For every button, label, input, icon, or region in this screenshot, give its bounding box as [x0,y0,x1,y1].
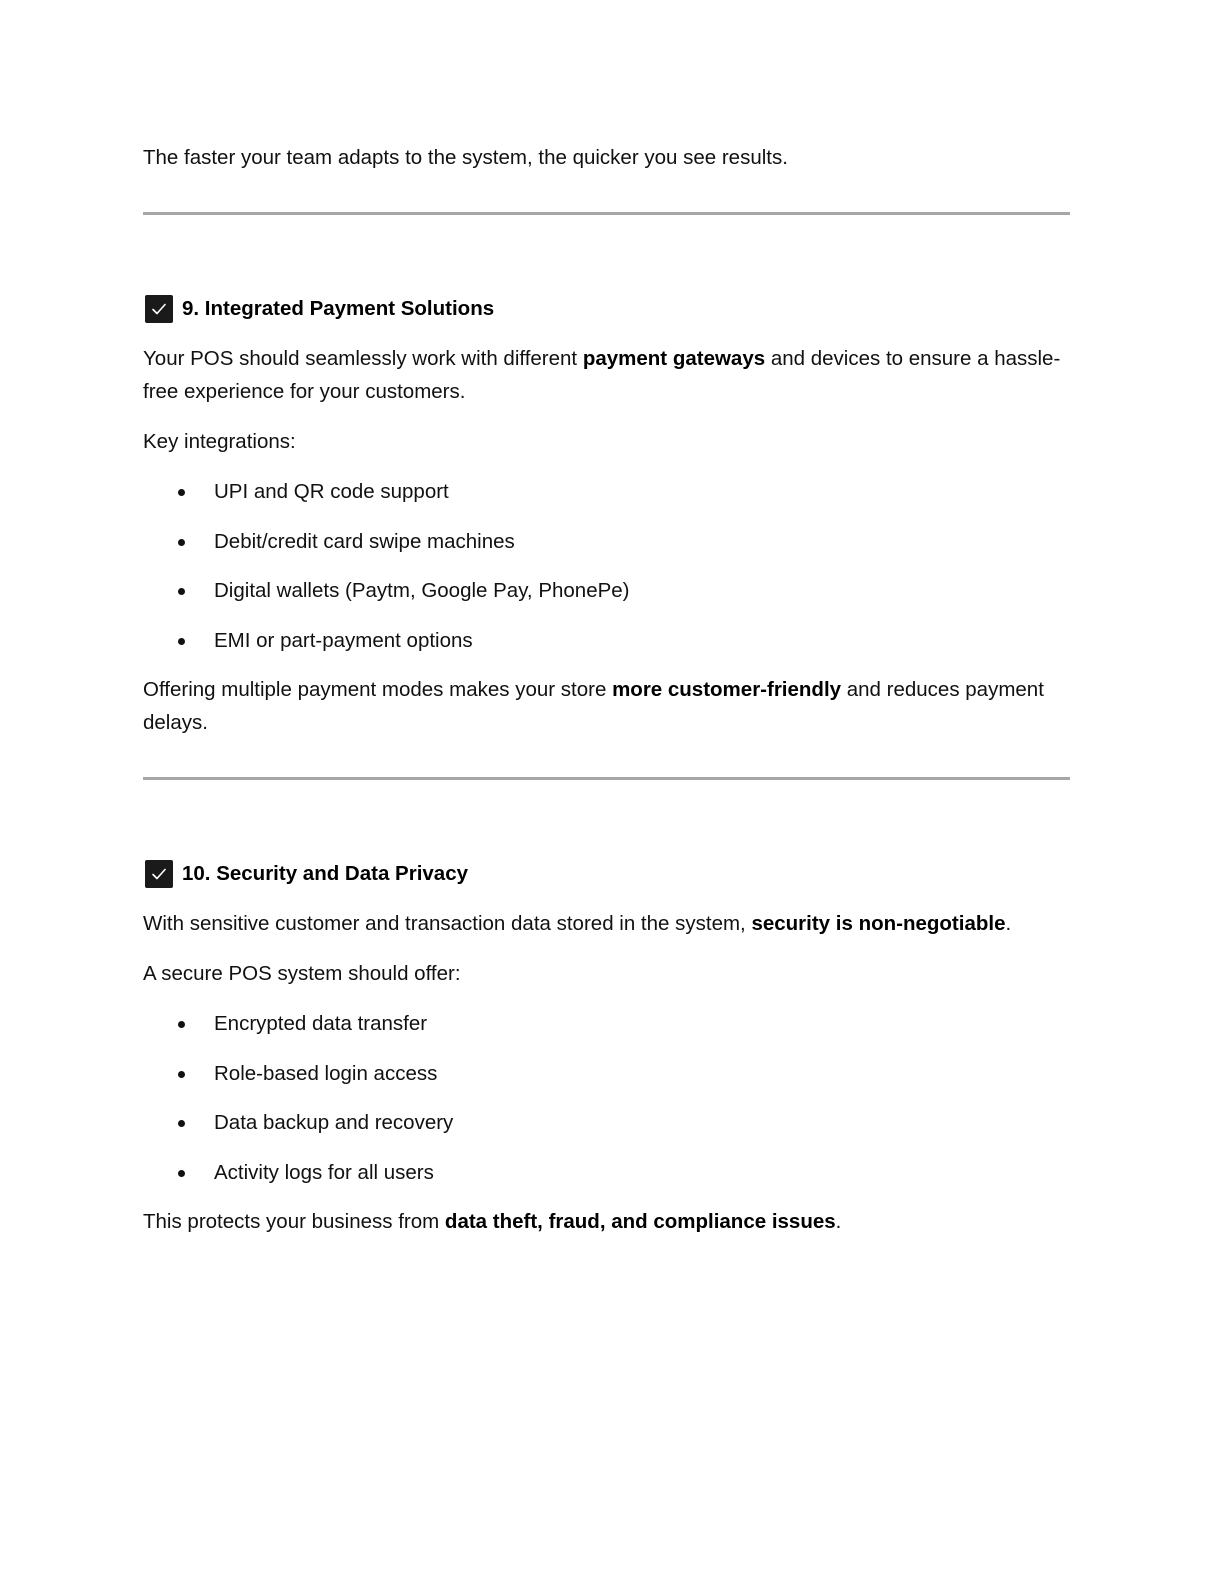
section-9-paragraph-1 [143,342,1073,408]
emphasis-text: payment gateways [582,347,766,370]
section-9-list [143,475,1073,673]
intro-paragraph: The faster your team adapts to the system, the quicker you see results. [143,146,788,169]
list-item-text: Role-based login access [214,1061,438,1085]
emphasis-text: security is non-negotiable [751,912,1006,935]
section-10-paragraph-1 [143,907,1073,940]
check-box-icon [145,295,173,323]
section-10-list [143,1007,1073,1205]
list-item [143,1057,1073,1107]
emphasis-text: data theft, fraud, and compliance issues [444,1210,836,1233]
bullet-icon [178,1170,185,1177]
list-item [143,624,1073,674]
section-9-list-intro: Key integrations: [143,430,296,453]
bullet-icon [178,638,185,645]
section-10-heading [143,859,468,889]
section-9-paragraph-2 [143,673,1073,739]
list-item [143,574,1073,624]
text-run: . [835,1210,842,1233]
list-item-text: Activity logs for all users [214,1160,434,1184]
text-run: With sensitive customer and transaction data stored in the system, [143,912,752,935]
bullet-icon [178,489,185,496]
list-item-text: Digital wallets (Paytm, Google Pay, PhonePe) [214,579,630,602]
bullet-icon [178,588,185,595]
section-10-list-intro: A secure POS system should offer: [143,962,461,985]
text-run: This protects your business from [143,1210,445,1233]
list-item-text: UPI and QR code support [214,480,449,503]
text-run: and reduces payment delays. [143,678,1044,734]
list-item [143,1007,1073,1057]
section-divider [143,777,1070,780]
list-item-text: Encrypted data transfer [214,1012,428,1035]
section-9-heading [143,294,494,324]
section-divider [143,212,1070,215]
emphasis-text: more customer-friendly [612,678,842,701]
section-10-title: 10. Security and Data Privacy [182,862,469,885]
text-run: Your POS should seamlessly work with different [143,347,583,370]
list-item [143,475,1073,525]
list-item-text: EMI or part-payment options [214,628,473,652]
list-item [143,525,1073,575]
section-10-paragraph-2 [143,1205,1073,1238]
bullet-icon [178,1120,185,1127]
check-box-icon [145,860,173,888]
list-item [143,1156,1073,1206]
list-item-text: Data backup and recovery [214,1111,454,1134]
list-item-text: Debit/credit card swipe machines [214,529,515,553]
text-run: and devices to ensure a hassle-free experience for your customers. [143,347,1061,403]
bullet-icon [178,1071,185,1078]
bullet-icon [178,539,185,546]
bullet-icon [178,1021,185,1028]
list-item [143,1106,1073,1156]
section-9-title: 9. Integrated Payment Solutions [182,297,495,320]
text-run: . [1005,912,1012,935]
text-run: Offering multiple payment modes makes your store [143,678,613,701]
